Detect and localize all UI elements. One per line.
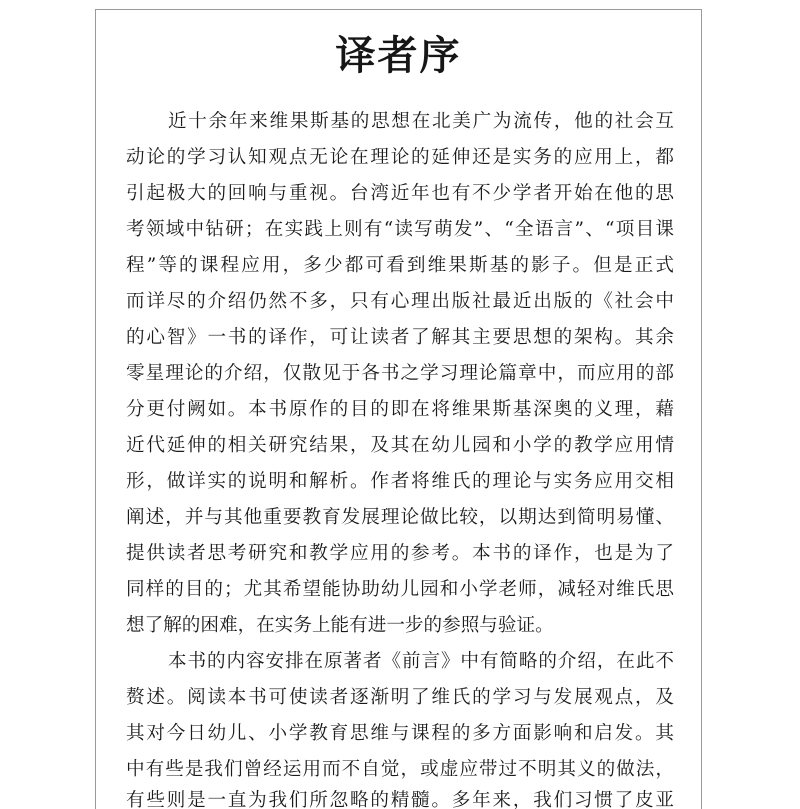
paragraph-line: 近代延伸的相关研究结果，及其在幼儿园和小学的教学应用情 (126, 435, 674, 456)
page-title: 译者序 (335, 33, 462, 79)
paragraph-line: 其对今日幼儿、小学教育思维与课程的多方面影响和启发。其 (126, 723, 674, 744)
paragraph-line: 本书的内容安排在原著者《前言》中有简略的介绍，在此不 (168, 651, 674, 672)
paragraph-line: 有些则是一直为我们所忽略的精髓。多年来，我们习惯了皮亚 (126, 790, 674, 809)
paragraph-line: 分更付阙如。本书原作的目的即在将维果斯基深奥的义理，藉 (126, 399, 674, 420)
paragraph-line: 想了解的困难，在实务上能有进一步的参照与验证。 (126, 615, 554, 636)
paragraph-line: 零星理论的介绍，仅散见于各书之学习理论篇章中，而应用的部 (126, 363, 674, 384)
paragraph-line: 而详尽的介绍仍然不多，只有心理出版社最近出版的《社会中 (126, 291, 674, 312)
paragraph-line: 动论的学习认知观点无论在理论的延伸还是实务的应用上，都 (126, 147, 674, 168)
paragraph-line: 阐述，并与其他重要教育发展理论做比较，以期达到简明易懂、 (126, 507, 674, 528)
paragraph-line: 形，做详实的说明和解析。作者将维氏的理论与实务应用交相 (126, 471, 674, 492)
paragraph-line: 提供读者思考研究和教学应用的参考。本书的译作，也是为了 (126, 543, 674, 564)
paragraph-line: 的心智》一书的译作，可让读者了解其主要思想的架构。其余 (126, 327, 674, 348)
paragraph-line: 引起极大的回响与重视。台湾近年也有不少学者开始在他的思 (126, 183, 674, 204)
document-page (95, 9, 702, 809)
paragraph-line: 同样的目的；尤其希望能协助幼儿园和小学老师，减轻对维氏思 (126, 579, 674, 600)
paragraph-line: 中有些是我们曾经运用而不自觉，或虚应带过不明其义的做法， (126, 759, 674, 780)
paragraph-line: 赘述。阅读本书可使读者逐渐明了维氏的学习与发展观点，及 (126, 687, 674, 708)
paragraph-line: 近十余年来维果斯基的思想在北美广为流传，他的社会互 (168, 111, 674, 132)
paragraph-line: 程”等的课程应用，多少都可看到维果斯基的影子。但是正式 (126, 255, 674, 276)
paragraph-line: 考领域中钻研；在实践上则有“读写萌发”、“全语言”、“项目课 (126, 219, 674, 240)
